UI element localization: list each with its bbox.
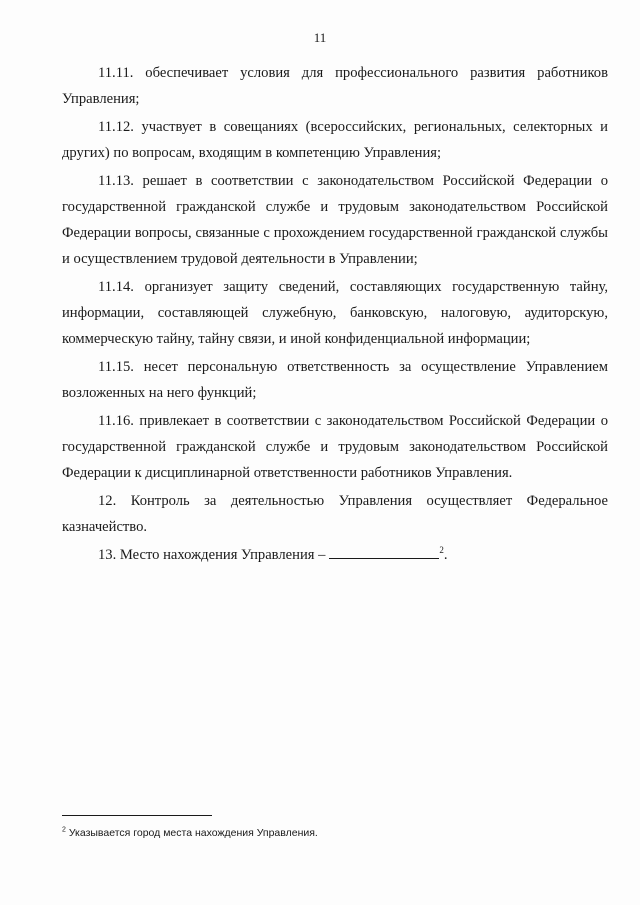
paragraph-11-12: 11.12. участвует в совещаниях (всероссийских, региональных, селекторных и других) по вопросам, входящим в компетенцию Управления; <box>62 119 608 161</box>
paragraph-11-16: 11.16. привлекает в соответствии с законодательством Российской Федерации о государственной гражданской службе и трудовым законодательством Российской Федерации к дисциплинарной ответственности работников Управления. <box>62 413 608 481</box>
paragraph-11-11: 11.11. обеспечивает условия для профессионального развития работников Управления; <box>62 65 608 107</box>
footnote-reference: 2 <box>439 545 444 556</box>
footnote <box>62 827 318 839</box>
footnote-text: Указывается город места нахождения Управления. <box>68 827 318 839</box>
footnote-marker: 2 <box>62 826 66 834</box>
document-body <box>62 60 608 568</box>
paragraph-13 <box>62 542 608 568</box>
location-end: . <box>443 547 448 563</box>
paragraph-11-14: 11.14. организует защиту сведений, составляющих государственную тайну, информации, составляющей служебную, банковскую, налоговую, аудиторскую, коммерческую тайну, тайну связи, и иной конфиденциальной информации; <box>62 279 608 347</box>
paragraph-11-13: 11.13. решает в соответствии с законодательством Российской Федерации о государственной гражданской службе и трудовым законодательством Российской Федерации вопросы, связанные с прохождением государственной гражданской службы и осуществлением трудовой деятельности в Управлении; <box>62 173 608 267</box>
footnote-separator <box>62 815 212 816</box>
paragraph-12: 12. Контроль за деятельностью Управления осуществляет Федеральное казначейство. <box>62 493 608 535</box>
paragraph-11-15: 11.15. несет персональную ответственность за осуществление Управлением возложенных на него функций; <box>62 359 608 401</box>
location-blank-line <box>329 544 439 559</box>
location-text: 13. Место нахождения Управления – <box>98 547 326 563</box>
page-number: 11 <box>313 30 327 45</box>
